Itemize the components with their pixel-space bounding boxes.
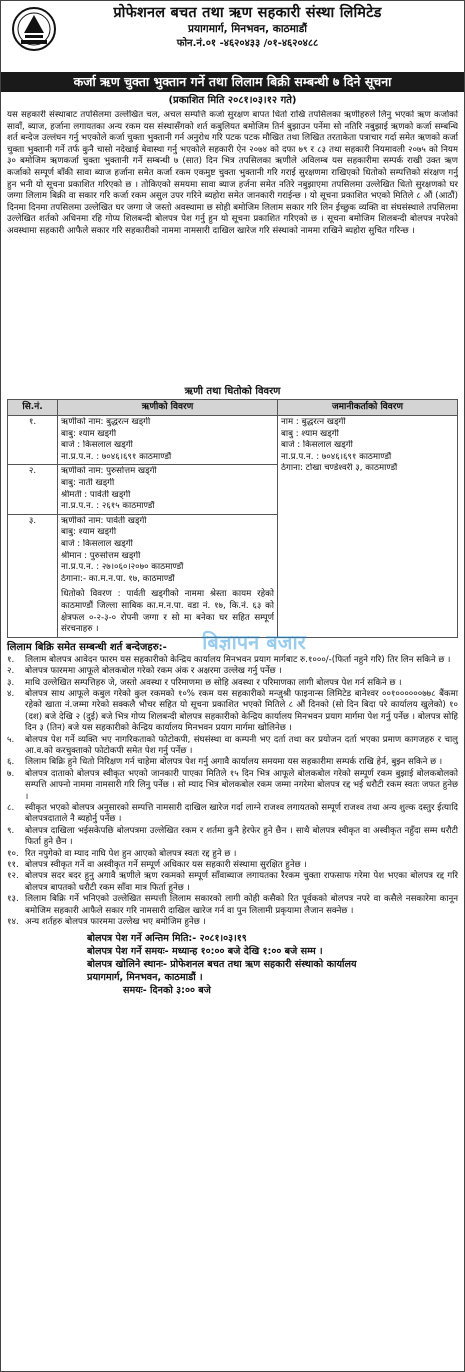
borrower-cell [58,514,278,637]
guarantor-line: बाबु : श्याम खड्गी [281,428,339,439]
borrower-line: ना.प्र.प.न. : २७।०६०।२०७० काठमाण्डौं [61,562,184,573]
guarantor-line: ना.प्र.प.न. : ७०४६।६९१ काठमाण्डौं [281,451,392,462]
row-serial: २. [8,465,58,514]
list-item [7,871,458,894]
term-text: अन्य शर्तहरु बोलपत्र फारममा उल्लेख भए बमोजिम हुनेछ । [25,917,206,928]
collateral-description: धितोको विवरण : पार्वती खड्गीको नाममा श्रेस्ता कायम रहेको काठमाण्डौं जिल्ला साबिक का.म.न.पा. वडा नं. १७, कि.नं. ६३ को क्षेत्रफल ०-२-३-० रोपनी जग्गा र सो मा बनेका घर सहित सम्पूर्ण संरचनाहरु । [61,589,274,635]
term-text: बोलपत्र स्वीकृत गर्ने वा अस्वीकृत गर्ने सम्पूर्ण अधिकार यस सहकारी संस्थामा सुरक्षित हुनेछ । [25,860,307,870]
notice-body: यस सहकारी संस्थाबाट तपसिलमा उल्लेखित चल, अचल सम्पत्ति कर्जा सुरक्षण बापत धितो राखि तपसिलका ऋणीहरुले लिनु भएको ऋण कर्जाको सावाँ, ब्याज, हर्जाना लगायतका अन्य रकम यस संस्थासँगको शर्त कबुलियत बमोजिम तिर्न बुझाउन पर्नेमा सो नतिरि नबुझाई ऋणको कर्जा सम्बन्धि शर्त बन्देज उल्लंघन गर्नु भएकोले कर्जा चुक्ता भुक्तानी गर्न अनुरोध गरि पटक पटक मौखित तथा लिखित तरताकेता पत्राचार गर्दा समेत ऋणको कर्जा चुक्ता भुक्तानी गर्ने तर्फ कुनै चासो नदेखाई बेवास्था गर्नु भएकोले सहकारी ऐन २०७४ को दफा ७९ र ८३ तथा सहकारी नियमावली २०७५ को नियम ३० बमोजिम ऋणकर्जा चुक्ता भुक्तानी गर्ने सम्बन्धी ७ (सात) दिन भित्र तपसिलका ऋणीले अविलम्ब यस सहकारीमा सम्पर्क राखी उक्त ऋण कर्जाको सम्पूर्ण बाँकी सावा ब्याज हर्जाना समेत कर्जा रकम एकमुष्ट चुक्ता भुक्तानी गरि गराई सुरक्षणमा राखिएको धितोको सम्पत्तिको संरक्षण गर्नु हुन भनी यो सूचना प्रकाशित गरिएको छ । तोकिएको समयमा सावा ब्याज हर्जना समेत नतिरे नबुझाएमा तपसिलमा उल्लेखित धितो सुरक्षणको घर जग्गा लिलाम बिक्री वा सकार गरि कर्जा रकम असुल उपर गरिने ब्यहोरा समेत जानकारी गराईन्छ । यो सूचना प्रकाशित भएको मितिले ८ औं (आठौं) दिनमा दिनमा तपसिलमा उल्लेखित घर जग्गा जे जस्तो अवस्थामा छ सोही बमोजिम लिलाम सकार गरि लिन ईच्छुक व्यक्ति वा संघसंस्थाले तपसिलमा उल्लेखित शर्तको अधिनमा रहि गोप्य शिलबन्दी बोलपत्र पेश गर्नु हुन यो सूचना प्रकाशित गरिएको छ । सूचना बमोजिम शिलबन्दी बोलपत्र नपरेको अवस्थामा सहकारी आफैले सकार गरि सहकारीको नाममा नामसारी दाखिल खारेज गरि संस्थाको नाममा राखिने ब्यहोरा सुचित गरिन्छ । [7,110,458,236]
list-item [7,917,458,928]
bid-time: बोलपत्र पेश गर्ने समयः- मध्यान्ह १०:०० बजे देखि १:०० बजे सम्म । [87,946,323,958]
list-item [7,894,458,917]
borrower-line: बाबु: श्याम खड्गी [61,527,117,538]
list-item [7,757,458,768]
term-text: बोलपत्र फारममा आफूले बोलकबोल गरेको रकम अंक र अक्षरमा उल्लेख गर्नु पर्नेछ । [25,666,282,677]
org-address: प्रयागमार्ग, मिनभवन, काठमाडौं [188,23,307,35]
bid-opening-address: प्रयागमार्ग, मिनभवन, काठमाडौं । [87,972,203,984]
list-item [7,860,458,871]
header-guarantor: जमानीकर्ताको विवरण [278,400,458,416]
notice-header [7,4,458,70]
term-number: ८. [7,802,15,813]
header-serial: सि.नं. [8,400,58,416]
term-number: ४. [7,688,15,699]
list-item [7,666,458,677]
list-item [7,826,458,849]
borrower-line: बाबु: श्याम खड्गी [61,428,117,439]
row-serial: ३. [8,514,58,637]
term-text: बोलपत्र पेश गर्ने व्यक्ति भए नागरिकताको फोटोकपी, संघसंस्था वा कम्पनी भए दर्ता तथा कर प्रयोजन दर्ता भएका प्रमाण कागजहरु र चालु आ.व.को करचुक्ताको फोटोकपी समेत पेश गर्नु पर्नेछ । [25,734,458,756]
guarantor-line: बाजे : किसलाल खड्गी [281,440,353,451]
borrower-line: बाजे : किसलाल खड्गी [61,440,133,451]
header-borrower: ऋणीको विवरण [58,400,278,416]
term-number: ५. [7,734,15,745]
borrower-line: श्रीमती : पार्वती खड्गी [61,489,131,500]
bid-opening-place: बोलपत्र खोलिने स्थानः- प्रोफेशनल बचत तथा ऋण सहकारी संस्थाको कार्यालय [87,959,357,971]
borrower-line: ऋणीको नाम: पुरुसोत्तम खड्गी [61,466,157,477]
borrower-line: ना.प्र.प.न. : ७०४६।६९१ काठमाण्डौं [61,451,172,462]
term-text: माथि उल्लेखित सम्पत्तिहरु जे, जस्तो अवस्था र परिमाणमा छ सोहि अवस्था र परिमाणका लागी बोलपत्र पेश गर्न सकिने छ । [25,677,402,688]
borrower-line: ना.प्र.प.न. : २६१५ काठमाण्डौं [61,501,155,512]
borrower-line: ठेगाना:- का.म.न.पा. १७, काठमाण्डौं [61,573,175,584]
row-serial: १. [8,416,58,465]
term-number: २. [7,666,15,677]
bid-deadline: बोलपत्र पेश गर्ने अन्तिम मिति:- २०८१।०३।१९ [87,933,247,945]
list-item [7,849,458,860]
borrower-line: ऋणीको नाम: पार्वती खड्गी [61,515,147,526]
list-item [7,655,458,666]
term-text: स्वीकृत भएको बोलपत्र अनुसारको सम्पत्ति नामसारी दाखिल खारेज गर्दा लाग्ने राजश्व लगायतको सम्पूर्ण राजश्व तथा अन्य शुल्क दस्तुर ईत्यादि बोलपत्रदाताले नै ब्यहोर्नु पर्नेछ । [25,802,458,825]
term-text: लिलाम बिक्रि हुने धितो निरिक्षण गर्न चाहेमा बोलपत्र पेश गर्नु अगावै कार्यालय समयमा यस सहकारीमा सम्पर्क राखि हेर्न, बुझ्न सकिने छ । [25,757,443,768]
list-item [7,678,458,689]
term-number: १२. [7,871,19,882]
borrower-line: ऋणीको नाम: बुद्धरत्न खड्गी [61,417,151,427]
list-item [7,769,458,803]
list-item [7,735,458,758]
publication-date: (प्रकाशित मिति २०८१।०३।१२ गते) [168,95,297,106]
terms-title: लिलाम बिक्रि समेत सम्बन्धी शर्त बन्देजहरु:- [7,641,167,653]
table-row [8,416,458,465]
borrower-line: बाजे : किसलाल खड्गी [61,538,133,549]
org-phone: फोन.नं.०१ -४६२०४३३ /०१-४६२०४८८ [176,38,319,49]
term-number: ७. [7,768,15,779]
term-text: बोलपत्र सदर बदर हुनु अगावै ऋणीले ऋण रकमको सम्पूर्ण साँवाब्याज लगायतका रैरकम चुक्ता राफसाफ गरेमा पेश भएका बोलपत्र रद्द गरि बोलपत्र बापतको धरौटी रकम साँवा मात्र फिर्ता हुनेछ । [25,871,458,893]
term-text: लिलाम बिक्रि गर्ने भनिएको उल्लेखित सम्पत्ती लिलाम सकारको लागी कोही कसैको रित पूर्वकको बोलपत्र नपरे वा कसैले नसकारेमा कानून बमोजिम सहकारी आफैले सकार गरि नामसारी दाखिल खारेज गर्न वा पुन लिलामी प्रकृयामा लैजान सक्नेछ । [25,894,458,916]
guarantor-line: ठेगाना: टोखा चण्डेश्वरी ३, काठमाण्डौं [281,463,398,474]
guarantor-line: नाम : बुद्धरत्न खड्गी [281,417,346,427]
term-number: ११. [7,860,19,870]
org-name: प्रोफेशनल बचत तथा ऋण सहकारी संस्था लिमिटेड [113,5,382,21]
term-number: १०. [7,848,19,859]
term-number: १३. [7,894,19,905]
term-number: ६. [7,757,15,768]
term-text: रित नपुगेको वा म्याद नाघि पेश हुन आएको बोलपत्र स्वतः रद्द हुने छ । [25,848,237,859]
borrower-cell [58,416,278,465]
guarantor-cell [278,416,458,638]
bid-opening-time: समयः- दिनको ३:०० बजे [123,985,211,997]
watermark-text: बिज्ञापन बजार [202,630,306,654]
term-number: ९. [7,825,15,836]
term-text: लिलाम बोलपत्र आवेदन फारम यस सहकारीको केन्द्रिय कार्यालय मिनभवन प्रयाग मार्गबाट रु.१०००/-(फिर्ता नहुने गरि) तिर लिन सकिने छ । [25,654,451,665]
details-section-title: ऋणी तथा धितोको विवरण [184,386,281,397]
term-text: बोलपत्र दाखिला भईसकेपछि बोलपत्रमा उल्लेखित रकम र शर्तमा कुनै हेरफेर हुने छैन । साथै बोलपत्र स्वीकृत वा अस्वीकृत नहुँदा सम्म धरौटी फिर्ता हुने छैन । [25,825,458,848]
term-number: १. [7,654,15,665]
borrower-details-table [7,399,458,638]
term-text: बोलपत्र साथ आफूले कबुल गरेको कुल रकमको १०% रकम यस सहकारीको मन्जुश्री फाइनान्स लिमिटेड बानेश्वर ००१००००००७७८ बैंकमा रहेको खाता नं.जम्मा गरेको सक्कलै भौचर सहित यो सूचना प्रकाशित भएको मितिले ८ औं दिनको (सो दिन बिदा परे कार्यालय खुलेको) १० (दश) बजे देखि २ (दुई) बजे भित्र गोप्य शिलबन्दी बोलपत्र सहकारीको केन्द्रिय कार्यालय मिनभवन प्रयाग मार्गमा पेश गर्नु पर्नेछ । बोलपत्र सोहि दिन ३ (तिन) बजे यस सहकारीको केन्द्रिय कार्यालय मिनभवन प्रयाग मार्गमा खोलिनेछ । [25,688,458,734]
term-number: ३. [7,677,15,688]
terms-list [7,655,458,929]
borrower-cell [58,465,278,514]
list-item [7,803,458,826]
list-item [7,689,458,735]
table-header-row [8,400,458,416]
term-text: बोलपत्र दाताको बोलपत्र स्वीकृत भएको जानकारी पाएका मितिले १५ दिन भित्र आफूले बोलकबोल गरेको सम्पूर्ण रकम बुझाई बोलकबोलको सम्पत्ति आफ्नो नाममा नामसारी गरि लिनु पर्नेछ । सो म्याद भित्र बोलकबोल रकम जम्मा नगरेमा बोलपत्र रद्द भई धरौटी रकम स्वतः जफत हुनेछ । [25,768,458,802]
borrower-line: श्रीमान : पुरुसोत्तम खड्गी [61,550,141,561]
borrower-line: बाबु: नाती खड्गी [61,477,115,488]
term-number: १४. [7,917,19,928]
bid-schedule [7,932,458,997]
notice-title: कर्जा ऋण चुक्ता भुक्तान गर्ने तथा लिलाम बिक्री सम्बन्धी ७ दिने सूचना [1,72,464,92]
